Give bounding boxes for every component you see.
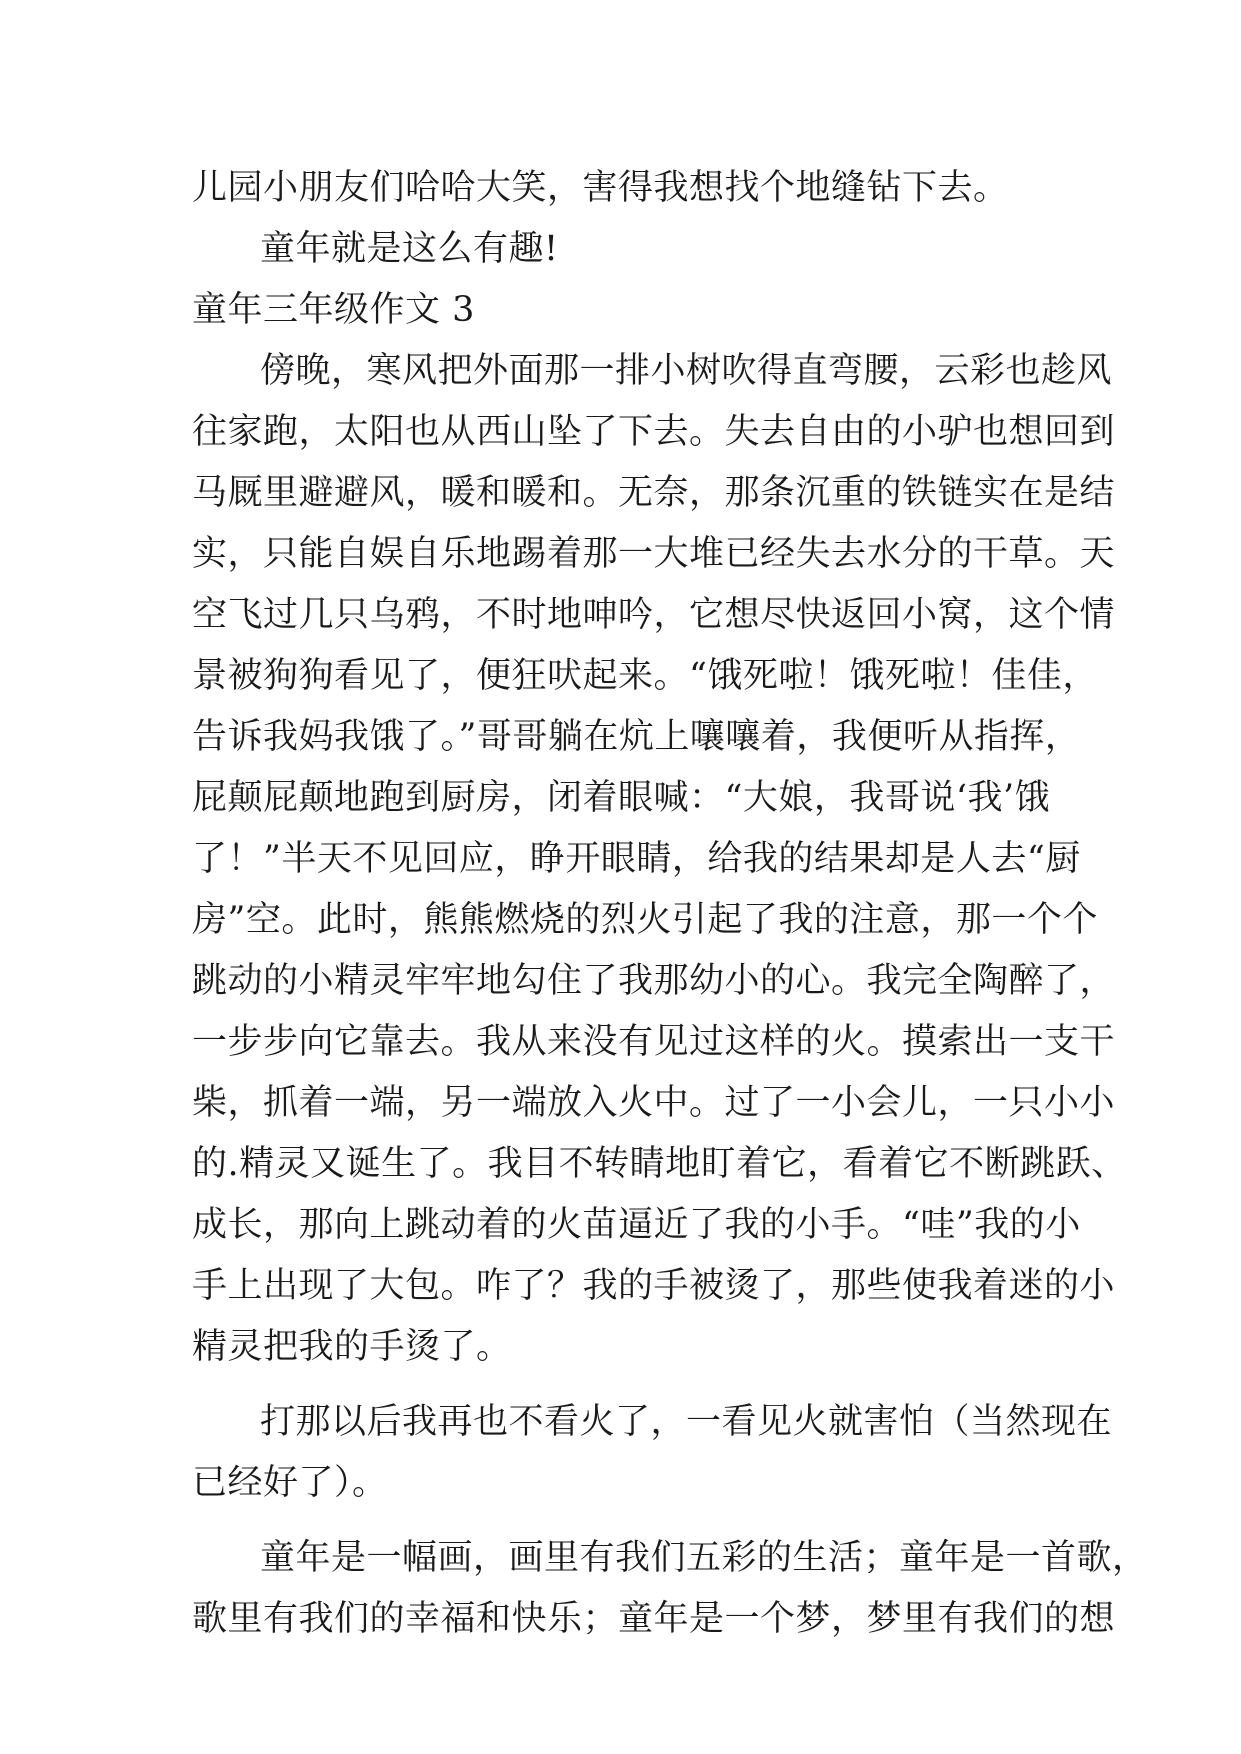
paragraph-line: 已经好了）。	[192, 1463, 388, 1503]
paragraph-line: 空飞过几只乌鸦，不时地呻吟，它想尽快返回小窝，这个情	[192, 595, 1116, 635]
paragraph-line: 告诉我妈我饿了。”哥哥躺在炕上嚷嚷着，我便听从指挥，	[192, 717, 1081, 757]
paragraph-line: 童年是一幅画，画里有我们五彩的生活；童年是一首歌，	[260, 1538, 1148, 1578]
document-body	[192, 158, 1148, 1650]
paragraph-line: 歌里有我们的幸福和快乐；童年是一个梦，梦里有我们的想	[192, 1599, 1116, 1639]
paragraph-line: 一步步向它靠去。我从来没有见过这样的火。摸索出一支干	[192, 1022, 1116, 1062]
paragraph-line: 往家跑，太阳也从西山坠了下去。失去自由的小驴也想回到	[192, 412, 1116, 452]
paragraph-line: 房”空。此时，熊熊燃烧的烈火引起了我的注意，那一个个	[192, 900, 1098, 940]
paragraph-line: 屁颠屁颠地跑到厨房，闭着眼喊：“大娘，我哥说‘我’饿	[192, 778, 1051, 818]
paragraph-line: 马厩里避避风，暖和暖和。无奈，那条沉重的铁链实在是结	[192, 473, 1116, 513]
paragraph-line: 手上出现了大包。咋了？我的手被烫了，那些使我着迷的小	[192, 1266, 1116, 1306]
paragraph-line: 了！”半天不见回应，睁开眼睛，给我的结果却是人去“厨	[192, 839, 1081, 879]
paragraph-line: 柴，抓着一端，另一端放入火中。过了一小会儿，一只小小	[192, 1083, 1116, 1123]
paragraph-line: 打那以后我再也不看火了，一看见火就害怕（当然现在	[260, 1402, 1113, 1442]
paragraph-line: 实，只能自娱自乐地踢着那一大堆已经失去水分的干草。天	[192, 534, 1116, 574]
paragraph-line: 精灵把我的手烫了。	[192, 1327, 512, 1367]
paragraph-line: 跳动的小精灵牢牢地勾住了我那幼小的心。我完全陶醉了，	[192, 961, 1116, 1001]
paragraph-line: 儿园小朋友们哈哈大笑，害得我想找个地缝钻下去。	[192, 168, 1009, 208]
paragraph-line: 的.精灵又诞生了。我目不转睛地盯着它，看着它不断跳跃、	[192, 1144, 1127, 1184]
paragraph-line: 景被狗狗看见了，便狂吠起来。“饿死啦！饿死啦！佳佳，	[192, 656, 1098, 696]
paragraph-line: 童年就是这么有趣!	[260, 229, 559, 269]
section-heading: 童年三年级作文 3	[192, 290, 475, 330]
paragraph-line: 成长，那向上跳动着的火苗逼近了我的小手。“哇”我的小	[192, 1205, 1081, 1245]
paragraph-line: 傍晚，寒风把外面那一排小树吹得直弯腰，云彩也趁风	[260, 351, 1113, 391]
